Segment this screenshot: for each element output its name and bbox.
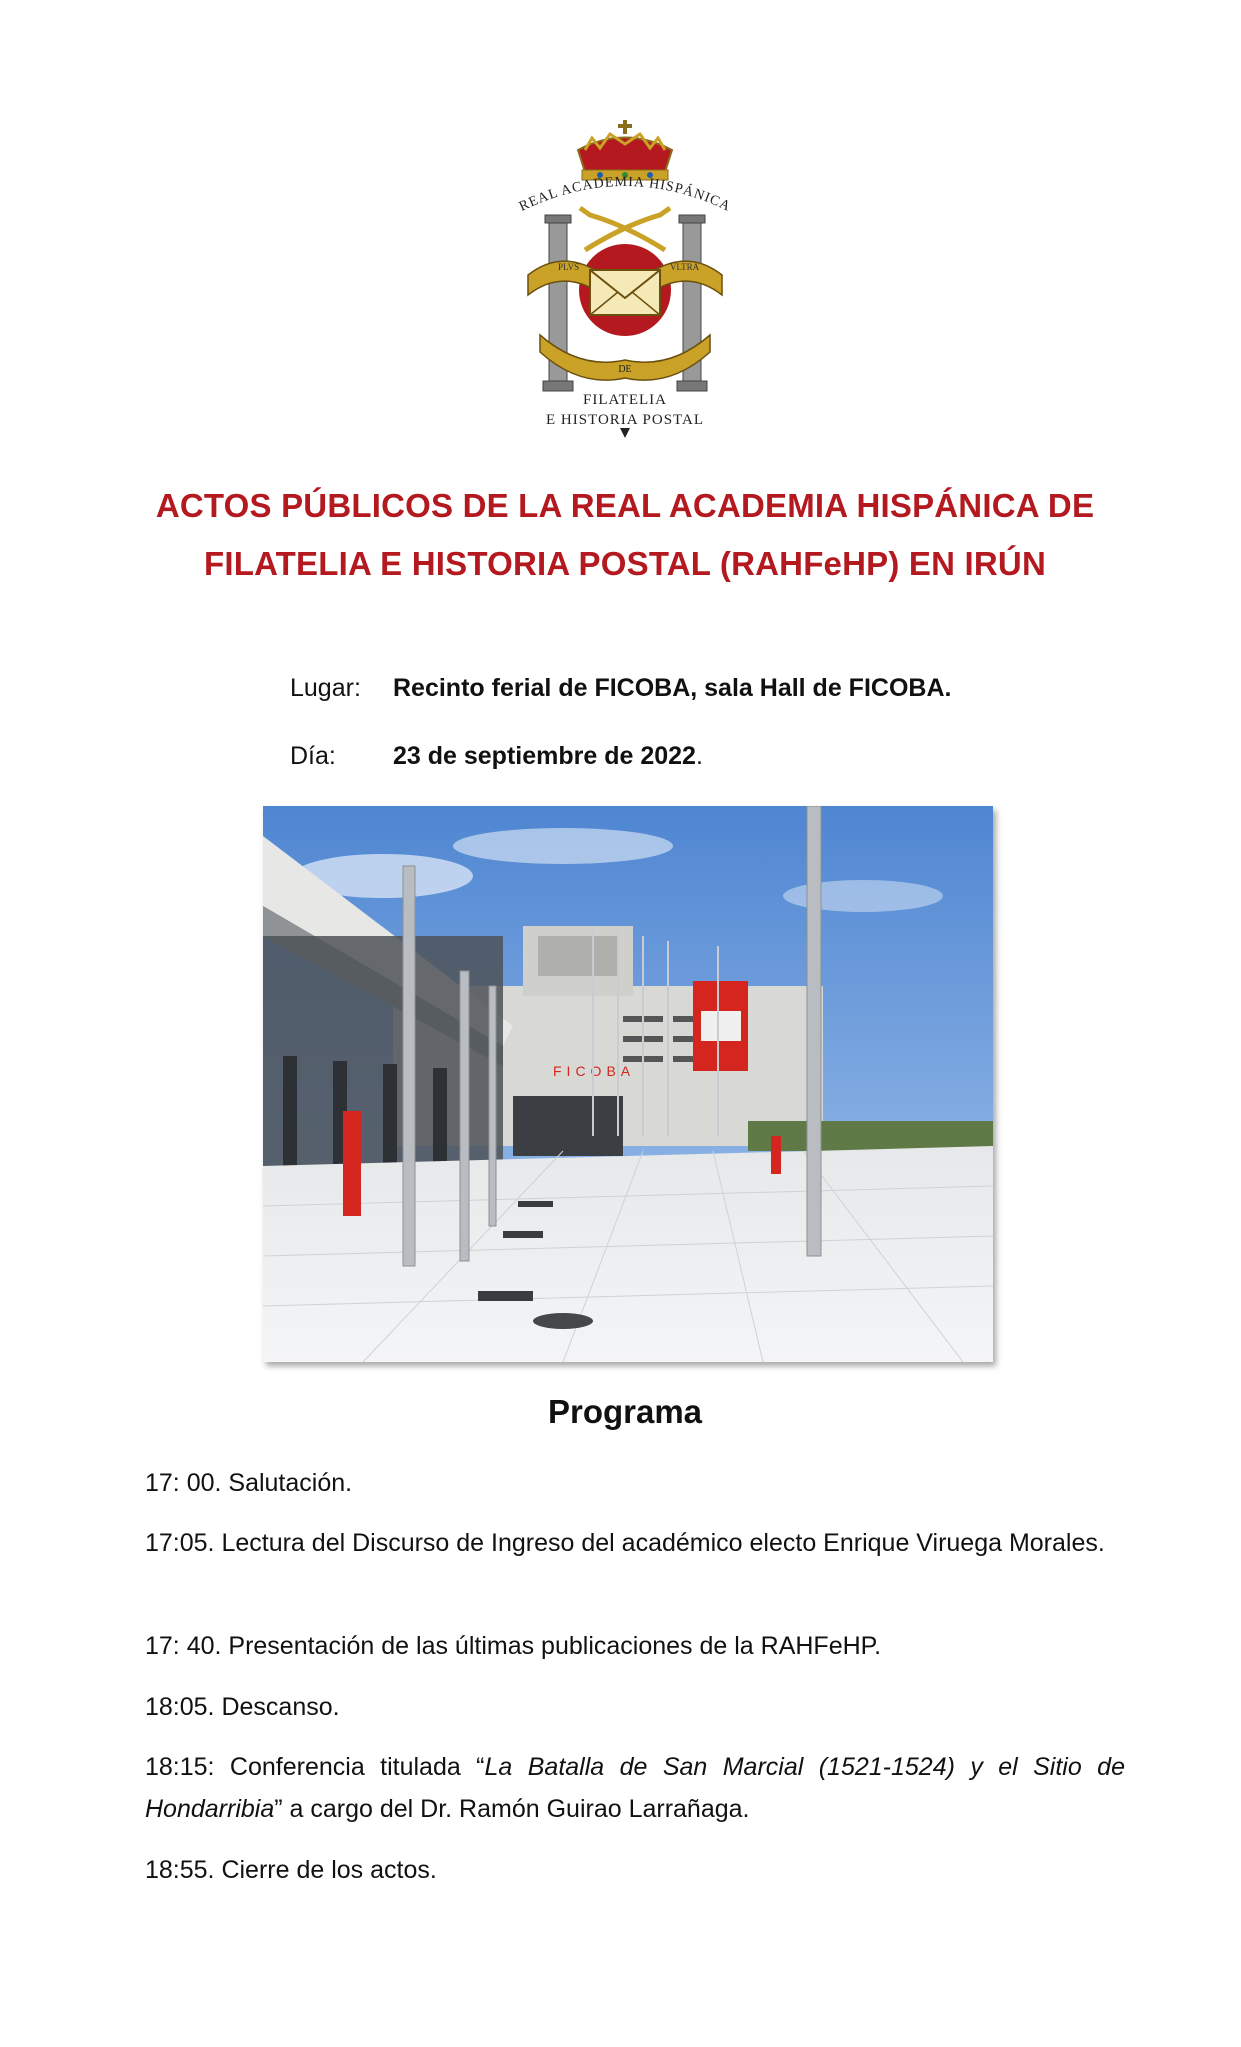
- dia-label: Día:: [290, 742, 336, 770]
- program-item: 18:55. Cierre de los actos.: [145, 1856, 437, 1884]
- envelope-icon: [590, 270, 660, 315]
- program-item: 17:05. Lectura del Discurso de Ingreso del académico electo Enrique Viruega Morales.: [145, 1529, 1105, 1557]
- lugar-row: [290, 670, 1090, 706]
- dia-value-wrap: [393, 738, 703, 774]
- logo-line2: E HISTORIA POSTAL: [545, 412, 705, 428]
- conference-title: La Batalla de San Marcial (1521-1524) y el Sitio de Hondarribia: [145, 1753, 1125, 1823]
- program-item: 18:05. Descanso.: [145, 1693, 340, 1721]
- logo-de-text: DE: [618, 364, 632, 375]
- lugar-value: Recinto ferial de FICOBA, sala Hall de FICOBA.: [393, 674, 952, 702]
- logo-arc-text: REAL ACADEMIA HISPÁNICA: [516, 174, 734, 215]
- dia-row: [290, 738, 1090, 774]
- crown-icon: [578, 120, 672, 180]
- academy-logo: [500, 120, 750, 440]
- ribbon-left-text: PLVS: [558, 262, 580, 272]
- program-item-conference: [145, 1746, 1125, 1830]
- program-item: 17: 40. Presentación de las últimas publicaciones de la RAHFeHP.: [145, 1632, 882, 1660]
- dia-suffix: .: [695, 742, 703, 770]
- conference-prefix: 18:15: Conferencia titulada “: [145, 1753, 485, 1781]
- page-title: [120, 477, 1130, 593]
- dia-value: 23 de septiembre de 2022: [393, 742, 696, 770]
- title-line-1: ACTOS PÚBLICOS DE LA REAL ACADEMIA HISPÁNICA DE: [155, 487, 1095, 524]
- logo-line1: FILATELIA: [583, 392, 667, 408]
- ficoba-building-illustration: [263, 806, 993, 1362]
- program-item: 17: 00. Salutación.: [145, 1469, 353, 1497]
- conference-suffix: ” a cargo del Dr. Ramón Guirao Larrañaga.: [274, 1795, 750, 1823]
- ficoba-building-photo: [263, 806, 993, 1362]
- academy-emblem-icon: [500, 120, 750, 440]
- title-line-2: FILATELIA E HISTORIA POSTAL (RAHFeHP) EN IRÚN: [204, 545, 1046, 582]
- lugar-label: Lugar:: [290, 674, 361, 702]
- svg-text:REAL ACADEMIA HISPÁNICA: [517, 175, 733, 215]
- ribbon-right-text: VLTRA: [670, 262, 700, 272]
- facade-sign: FICOBA: [553, 1063, 636, 1079]
- programa-heading: Programa: [547, 1393, 703, 1430]
